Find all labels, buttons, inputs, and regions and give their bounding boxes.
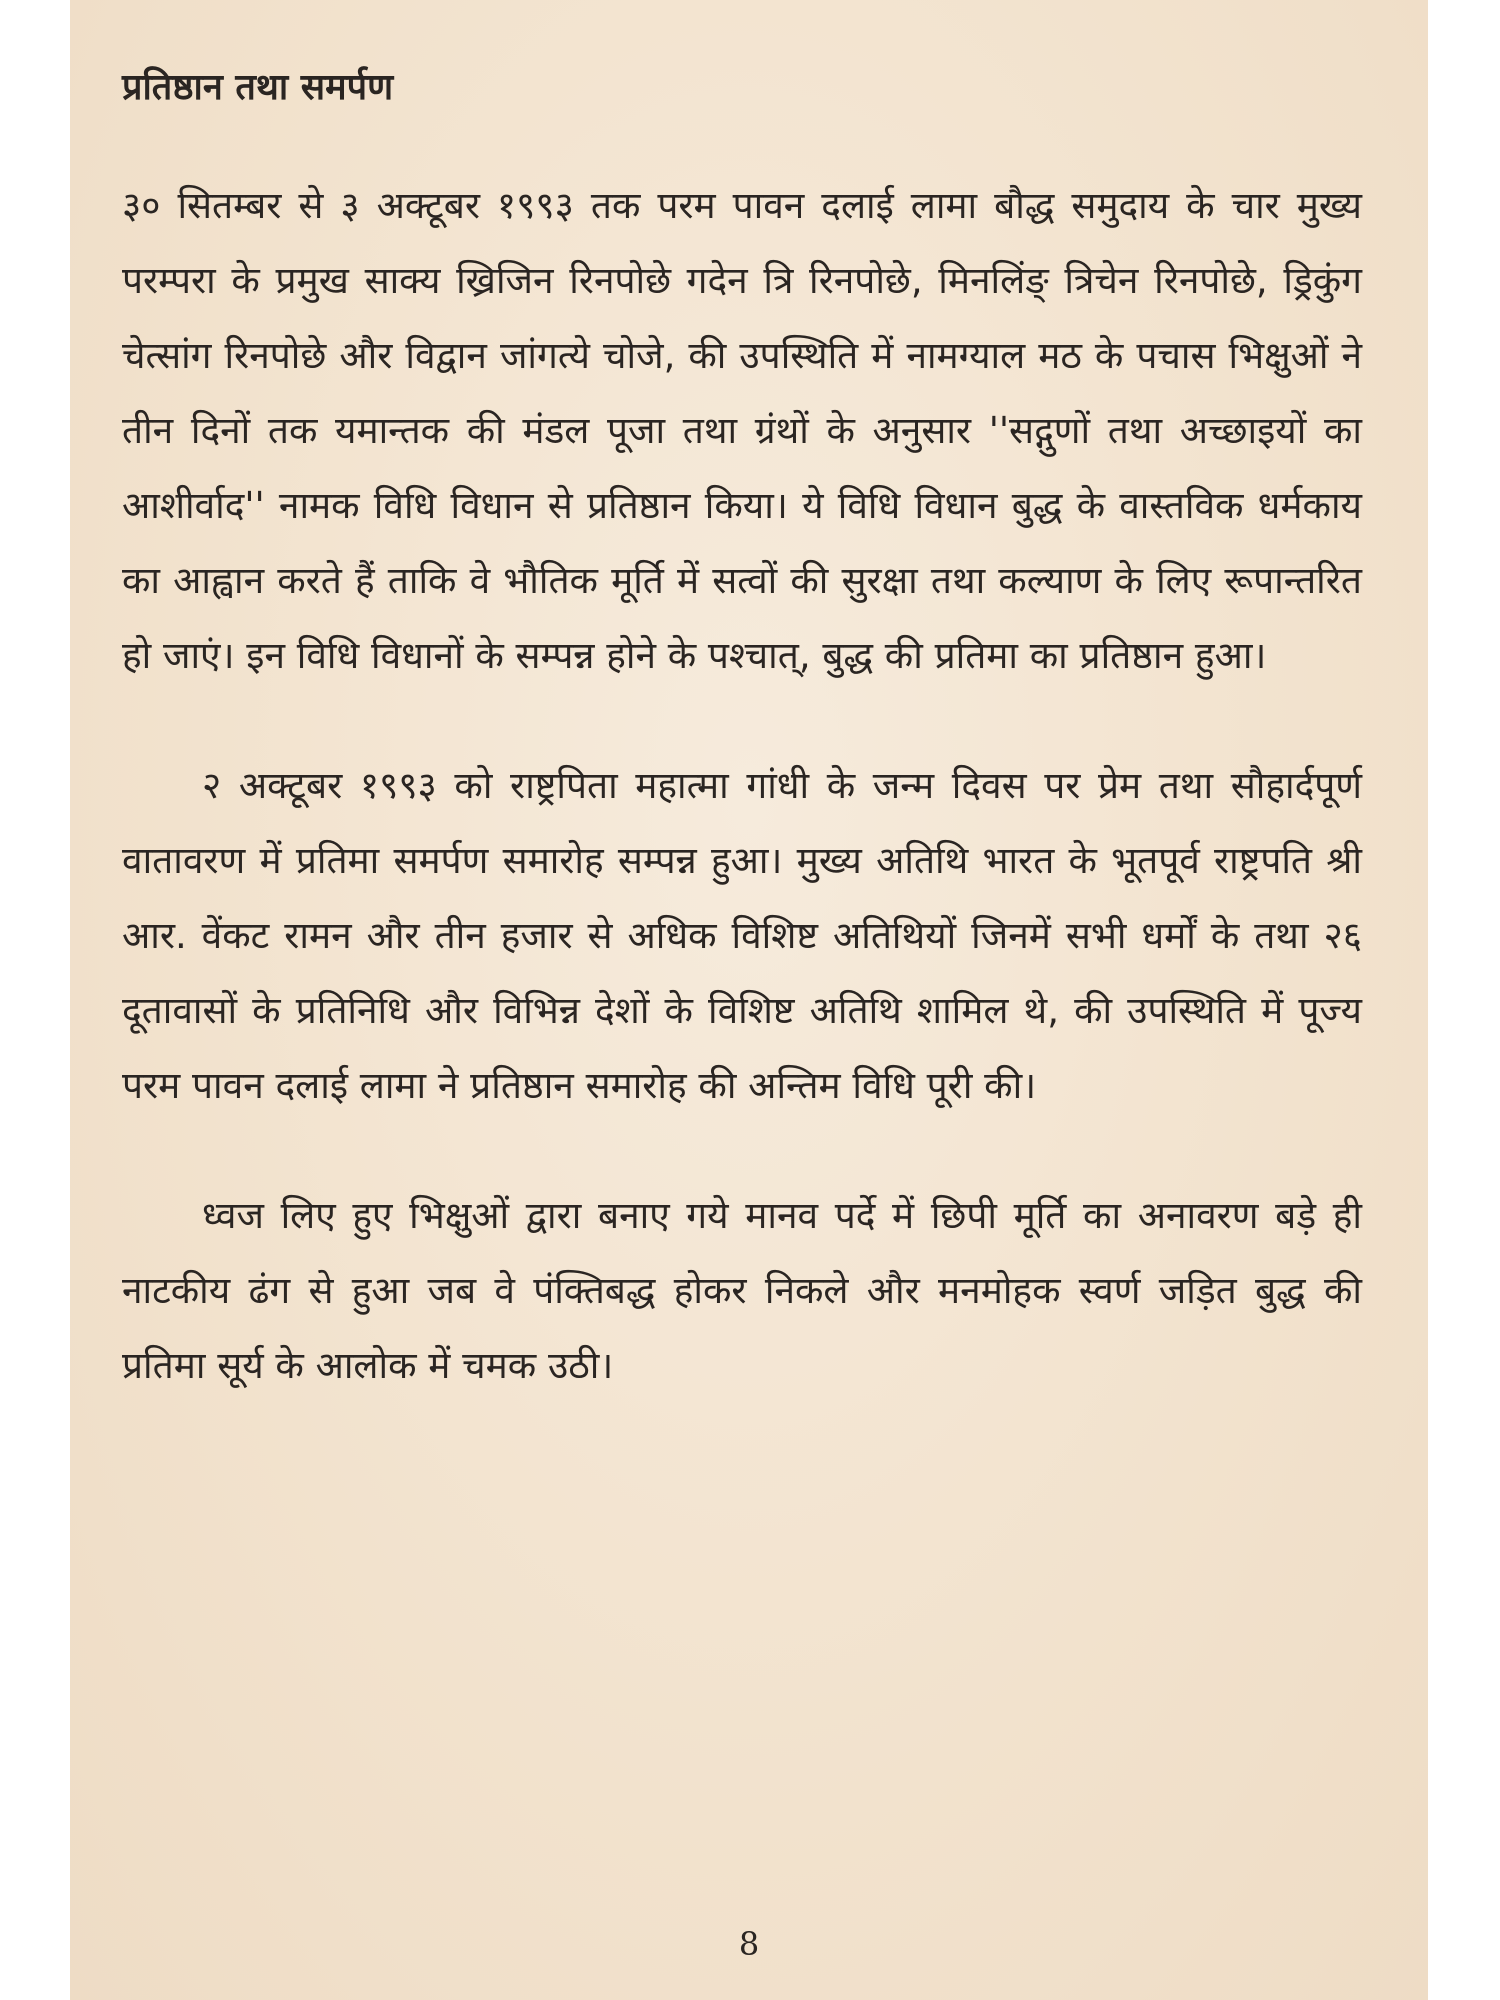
paragraph-consecration: ३० सितम्बर से ३ अक्टूबर १९९३ तक परम पावन दलाई लामा बौद्ध समुदाय के चार मुख्य परम्परा के प्रमुख साक्य ख्रिजिन रिनपोछे गदेन त्रि रिनपोछे, मिनलिंङ् त्रिचेन रिनपोछे, ड्रिकुंग चेत्सांग रिनपोछे और विद्वान जांगत्ये चोजे, की उपस्थिति में नामग्याल मठ के पचास भिक्षुओं ने तीन दिनों तक यमान्तक की मंडल पूजा तथा ग्रंथों के अनुसार ''सद्गुणों तथा अच्छाइयों का आशीर्वाद'' नामक विधि विधान से प्रतिष्ठान किया। ये विधि विधान बुद्ध के वास्तविक धर्मकाय का आह्वान करते हैं ताकि वे भौतिक मूर्ति में सत्वों की सुरक्षा तथा कल्याण के लिए रूपान्तरित हो जाएं। इन विधि विधानों के सम्पन्न होने के पश्चात्, बुद्ध की प्रतिमा का प्रतिष्ठान हुआ।	[122, 184, 1362, 677]
page-number: 8	[738, 1925, 760, 1963]
page-content	[122, 58, 1362, 1458]
paragraph-unveiling: ध्वज लिए हुए भिक्षुओं द्वारा बनाए गये मानव पर्दे में छिपी मूर्ति का अनावरण बड़े ही नाटकीय ढंग से हुआ जब वे पंक्तिबद्ध होकर निकले और मनमोहक स्वर्ण जड़ित बुद्ध की प्रतिमा सूर्य के आलोक में चमक उठी।	[122, 1194, 1362, 1387]
book-page	[70, 0, 1428, 2000]
section-heading: प्रतिष्ठान तथा समर्पण	[122, 67, 394, 108]
paragraph-dedication-ceremony: २ अक्टूबर १९९३ को राष्ट्रपिता महात्मा गांधी के जन्म दिवस पर प्रेम तथा सौहार्दपूर्ण वातावरण में प्रतिमा समर्पण समारोह सम्पन्न हुआ। मुख्य अतिथि भारत के भूतपूर्व राष्ट्रपति श्री आर. वेंकट रामन और तीन हजार से अधिक विशिष्ट अतिथियों जिनमें सभी धर्मों के तथा २६ दूतावासों के प्रतिनिधि और विभिन्न देशों के विशिष्ट अतिथि शामिल थे, की उपस्थिति में पूज्य परम पावन दलाई लामा ने प्रतिष्ठान समारोह की अन्तिम विधि पूरी की।	[122, 764, 1362, 1107]
